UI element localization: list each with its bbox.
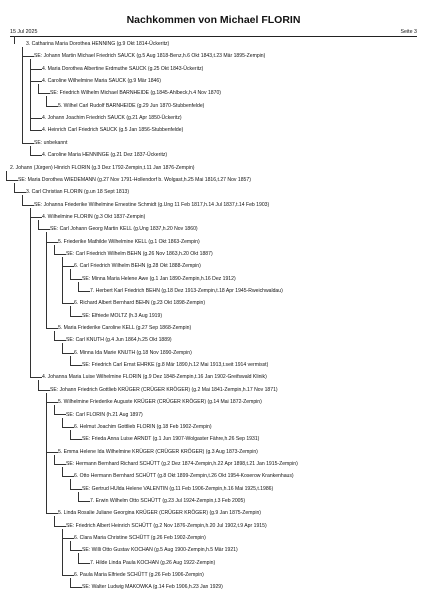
tree-connector <box>22 47 34 144</box>
spouse-entry: SE: Carl KNUTH (g.4 Jun 1864,h.25 Okt 1889) <box>66 337 172 344</box>
tree-connector <box>62 343 74 353</box>
descendant-entry: 5. Emma Helene Ida Wilhelmine KRÜGER (CRÜGER KRÖGER) (g.3 Aug 1873-Zempin) <box>58 448 258 455</box>
tree-connector <box>70 356 82 366</box>
tree-connector <box>22 195 34 205</box>
spouse-entry: SE: Walter Ludwig MAKOWKA (g.14 Feb 1906,h.23 Jan 1929) <box>82 584 223 591</box>
tree-connector <box>6 171 18 181</box>
tree-connector <box>62 418 74 428</box>
descendant-entry: 4. Johann Joachim Friedrich SAUCK (g.21 Apr 1850-Ückeritz) <box>42 115 182 122</box>
descendant-entry: 6. Otto Hermann Bernhard SCHÜTT (g.8 Okt 1899-Zempin,t.26 Okt 1954-Koserow Krankenhaus) <box>74 473 294 480</box>
spouse-entry: SE: Carl FLORIN (h.21 Aug 1897) <box>66 411 143 418</box>
tree-connector <box>70 479 82 489</box>
tree-connector <box>14 183 26 193</box>
descendant-entry: 2. Johann (Jürgen) Hinrich FLORIN (g.3 Dez 1792-Zempin,t.11 Jan 1876-Zempin) <box>10 164 195 171</box>
spouse-entry: SE: Carl Johann Georg Martin KELL (g.Ung 1837,h.20 Nov 1860) <box>50 226 198 233</box>
descendant-entry: 4. Caroline Maria HENNINGE (g.21 Dez 1837-Ückeritz) <box>42 152 168 159</box>
tree-connector <box>38 380 50 390</box>
tree-connector <box>62 529 74 576</box>
tree-connector <box>62 467 74 477</box>
descendant-entry: 3. Catharina Maria Dorothea HENNING (g.9 Okt 1814-Ückeritz) <box>26 41 170 47</box>
descendant-entry: 7. Herbert Karl Friedrich BEHN (g.18 Dez 1913-Zempin,t.18 Apr 1945-Rweichwaldau) <box>90 288 283 294</box>
tree-connector <box>70 578 82 588</box>
descendant-entry: 6. Carl Friedrich Wilhelm BEHN (g.28 Okt 1888-Zempin) <box>74 263 201 270</box>
descendant-entry: 5. Linda Rosalie Juliane Georgina KRÜGER (CRÜGER KRÖGER) (g.9 Jan 1875-Zempin) <box>58 510 261 517</box>
page-number: Seite 3 <box>400 29 417 35</box>
tree-connector <box>54 331 66 341</box>
descendant-entry: 5. Wilhelmine Friederike Auguste KRÜGER (CRÜGER KRÖGER) (g.14 Mai 1872-Zempin) <box>58 399 262 406</box>
descendant-entry: 4. Johanna Maria Luise Wilhelmine FLORIN (g.9 Dez 1848-Zempin,t.16 Jan 1902-Greifswald Klinik) <box>42 374 267 381</box>
spouse-entry: SE: Johann Martin Michael Friedrich SAUCK (g.5 Aug 1818-Benz,h.6 Okt 1843,t.23 Mär 1895-Zempin) <box>34 53 266 60</box>
spouse-entry: SE: Maria Dorothea WIEDEMANN (g.27 Nov 1791-Hollendorf b. Wolgast,h.25 Mai 1816,t.27 Nov 1857) <box>18 176 251 183</box>
tree-continuation-line <box>14 36 15 44</box>
tree-connector <box>46 96 58 106</box>
page-title: Nachkommen von Michael FLORIN <box>126 14 301 26</box>
tree-connector <box>70 306 82 316</box>
tree-connector <box>78 553 90 563</box>
spouse-entry: SE: Friedrich Carl Ernst EHRKE (g.8 Mär 1890,h.12 Mai 1913,t.seit 1914 vermisst) <box>82 362 269 369</box>
tree-connector <box>78 492 90 502</box>
descendant-tree <box>0 40 427 595</box>
descendant-entry: 6. Clara Maria Christine SCHÜTT (g.26 Feb 1902-Zempin) <box>74 535 206 541</box>
spouse-entry: SE: Johanna Friederike Wilhelmine Ernestine Schmidt (g.Ung 11 Feb 1817,h.14 Jul 1837,t.14 Feb 1903) <box>34 201 270 208</box>
descendant-entry: 6. Helmut Joachim Gottlieb FLORIN (g.18 Feb 1902-Zempin) <box>74 423 212 430</box>
descendant-entry: 6. Paula Maria Elfriede SCHÜTT (g.26 Feb 1906-Zempin) <box>74 572 204 579</box>
descendant-entry: 5. Friederike Mathilde Wilhelmine KELL (g.1 Okt 1863-Zempin) <box>58 238 200 245</box>
descendant-entry: 4. Maria Dorothea Albertine Erdmuthe SAUCK (g.25 Okt 1843-Ückeritz) <box>42 65 204 72</box>
spouse-entry: SE: unbekannt <box>34 139 68 146</box>
spouse-entry: SE: Elfriede MOLTZ (h.3 Aug 1919) <box>82 312 163 319</box>
print-date: 15 Jul 2025 <box>10 29 38 35</box>
tree-connector <box>30 146 42 156</box>
tree-connector <box>70 430 82 440</box>
descendant-entry: 5. Maria Friederike Caroline KELL (g.27 Sep 1868-Zempin) <box>58 325 192 332</box>
spouse-entry: SE: Friedrich Wilhelm Michael BARNHEIDE (g.1845-Ahlbeck,h.4 Nov 1870) <box>50 90 221 97</box>
descendant-entry: 4. Heinrich Carl Friedrich SAUCK (g.5 Jan 1856-Stubbenfelde) <box>42 127 184 134</box>
descendant-entry: 7. Hilde Linda Paula KOCHAN (g.26 Aug 1922-Zempin) <box>90 559 216 566</box>
tree-connector <box>46 393 58 515</box>
tree-connector <box>30 208 42 379</box>
spouse-entry: SE: Hermann Bernhard Richard SCHÜTT (g.2 Dez 1874-Zempin,h.22 Apr 1898,t.21 Jan 1915-Zempin) <box>66 460 298 467</box>
spouse-entry: SE: Gertrud HUlda Helene VALENTIN (g.11 Feb 1906-Zempin,h.16 Mai 1925,t.1986) <box>82 485 274 492</box>
spouse-entry: SE: Willi Otto Gustav KOCHAN (g.5 Aug 1900-Zempin,h.5 Mär 1921) <box>82 547 238 554</box>
spouse-entry: SE: Carl Friedrich Wilhelm BEHN (g.26 Nov 1863,h.20 Okt 1887) <box>66 250 213 257</box>
spouse-entry: SE: Minna Maria Helene Awe (g.1 Jan 1890-Zempin,h.16 Dez 1912) <box>82 275 236 282</box>
descendant-entry: 4. Caroline Wilhelmine Maria SAUCK (g.9 Mär 1846) <box>42 78 161 85</box>
descendant-entry: 7. Erwin Wilhelm Otto SCHÜTT (g.23 Jul 1924-Zempin,t.3 Feb 2005) <box>90 497 246 504</box>
descendant-entry: 6. Richard Albert Bernhard BEHN (g.23 Okt 1898-Zempin) <box>74 300 206 307</box>
descendant-entry: 6. Minna Ida Marie KNUTH (g.18 Nov 1890-Zempin) <box>74 349 192 356</box>
spouse-entry: SE: Johann Friedrich Gottlieb KRÜGER (CRÜGER KRÖGER) (g.2 Mai 1841-Zempin,h.17 Nov 1871) <box>50 386 278 393</box>
tree-connector <box>46 232 58 329</box>
descendant-entry: 5. Wilhel Carl Rudolf BARNHEIDE (g.29 Jun 1870-Stubbenfelde) <box>58 102 205 109</box>
tree-connector <box>54 516 66 526</box>
header-divider <box>10 36 417 37</box>
spouse-entry: SE: Frieda Anna Luise ARNDT (g.1 Jun 1907-Wolgaster Fähre,h.26 Sep 1931) <box>82 436 260 443</box>
descendant-entry: 3. Carl Christian FLORIN (g.un 18 Sept 1813) <box>26 189 130 196</box>
tree-connector <box>78 282 90 292</box>
spouse-entry: SE: Friedrich Albert Heinrich SCHÜTT (g.2 Nov 1876-Zempin,h.20 Jul 1902,t.9 Apr 1915) <box>66 522 267 529</box>
tree-connector <box>62 257 74 304</box>
descendant-entry: 4. Wilhelmine FLORIN (g.3 Okt 1837-Zempin) <box>42 213 146 220</box>
